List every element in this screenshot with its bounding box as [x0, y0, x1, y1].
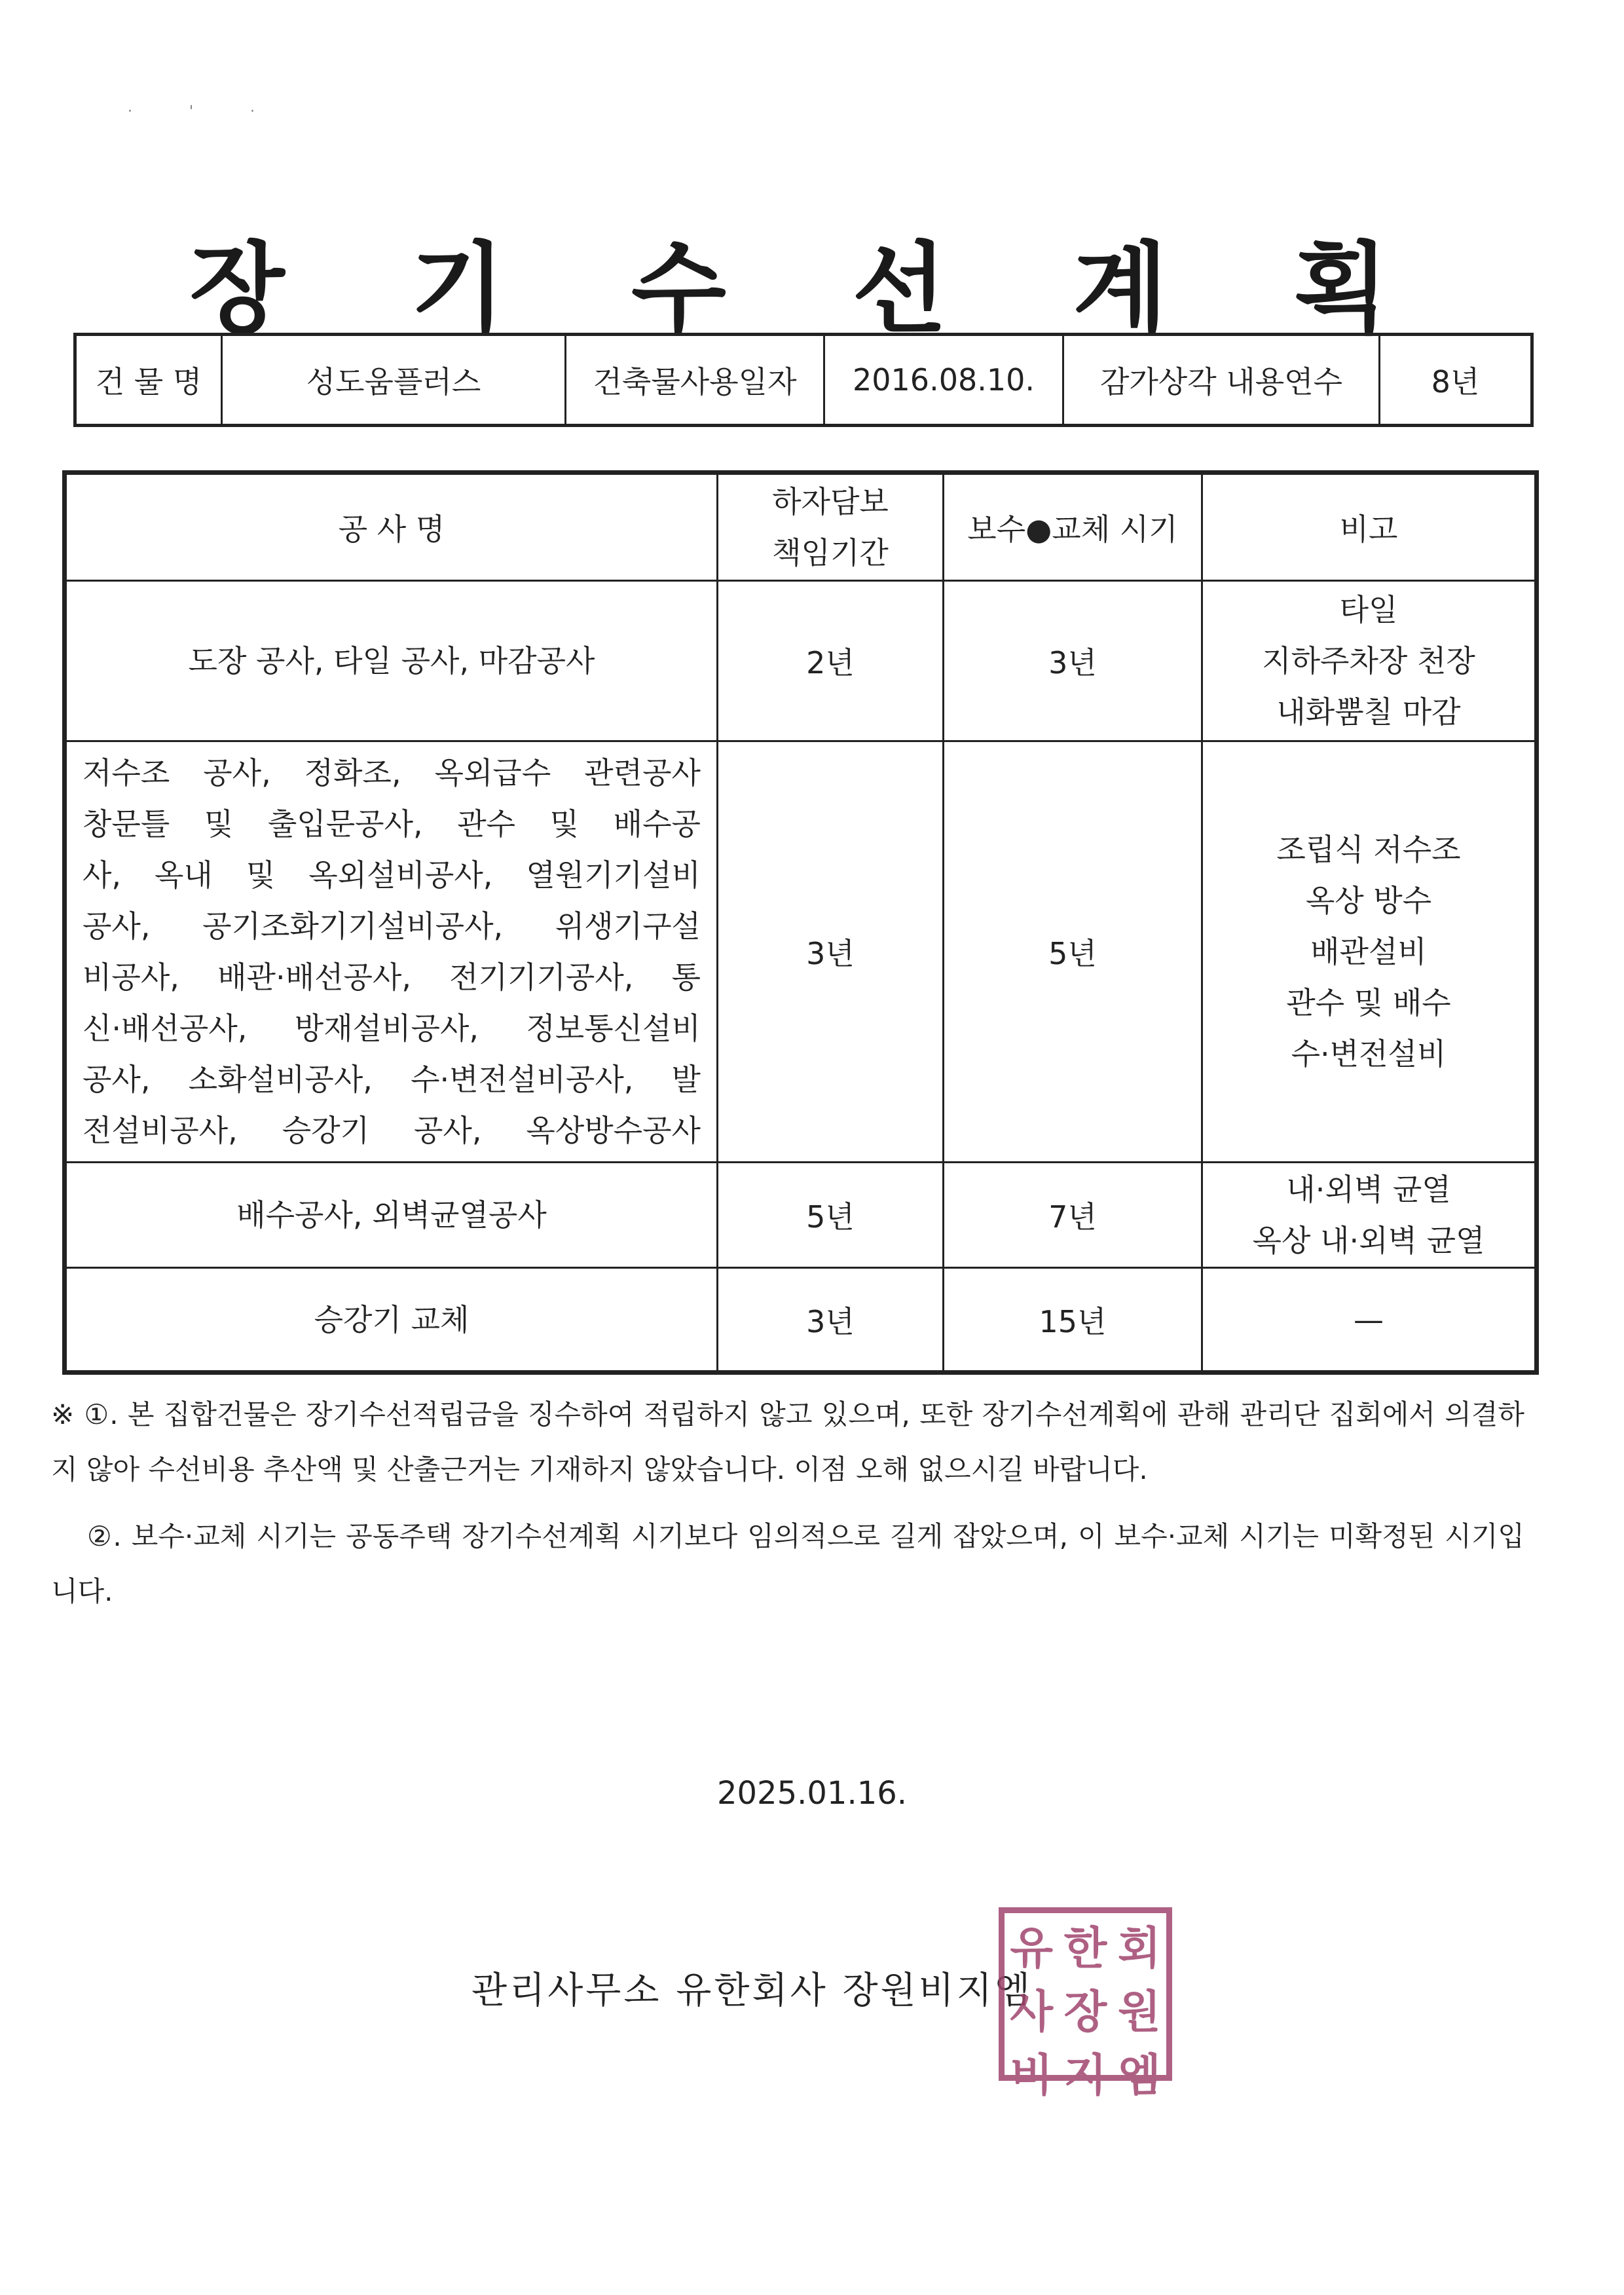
work-line: 공사, 공기조화기기설비공사, 위생기구설: [83, 908, 701, 944]
work-line: 창문틀 및 출입문공사, 관수 및 배수공: [83, 806, 701, 842]
row-3-cycle: 7년: [944, 1163, 1202, 1268]
remark-line: 관수 및 배수: [1286, 985, 1451, 1020]
signer-name: 관리사무소 유한회사 장원비지엠: [471, 1969, 1033, 2012]
company-seal-icon: 유 한 회 사 장 원 비 지 엠: [999, 1907, 1172, 2081]
notes-section: [51, 1387, 1524, 1619]
header-warranty-line-2: 책임기간: [772, 535, 889, 570]
note-2: ②. 보수·교체 시기는 공동주택 장기수선계획 시기보다 임의적으로 길게 잡았으며, 이 보수·교체 시기는 미확정된 시기입니다.: [51, 1520, 1524, 1607]
useful-life-value: 8년: [1380, 335, 1532, 426]
remark-line: 타일: [1339, 592, 1398, 627]
remark-line: 내·외벽 균열: [1286, 1172, 1451, 1207]
remark-line: 배관설비: [1310, 934, 1427, 969]
header-warranty-line-1: 하자담보: [772, 484, 889, 519]
work-line: 비공사, 배관·배선공사, 전기기기공사, 통: [83, 960, 701, 995]
remark-line: 옥상 방수: [1305, 883, 1432, 918]
building-info-table: [73, 333, 1534, 427]
scan-specks: · ' ·: [128, 103, 282, 120]
row-4-remark: [1202, 1268, 1537, 1373]
table-row: [65, 1163, 1537, 1268]
header-remark: 비고: [1202, 473, 1537, 581]
remark-line: 수·변전설비: [1291, 1036, 1447, 1072]
work-line: 공사, 소화설비공사, 수·변전설비공사, 발: [83, 1062, 701, 1097]
work-line: 배수공사, 외벽균열공사: [236, 1197, 547, 1233]
building-name-label: 건 물 명: [75, 335, 222, 426]
row-2-work: [65, 741, 718, 1163]
row-2-remark: [1202, 741, 1537, 1163]
issue-date: 2025.01.16.: [716, 1775, 908, 1812]
repair-plan-table: [62, 470, 1539, 1375]
useful-life-label: 감가상각 내용연수: [1063, 335, 1380, 426]
remark-line: —: [1354, 1301, 1384, 1337]
table-row: [65, 741, 1537, 1163]
work-line: 승강기 교체: [314, 1301, 470, 1337]
work-line: 저수조 공사, 정화조, 옥외급수 관련공사: [83, 755, 701, 791]
row-1-warranty: 2년: [718, 581, 944, 741]
row-1-cycle: 3년: [944, 581, 1202, 741]
header-work: 공 사 명: [65, 473, 718, 581]
row-4-cycle: 15년: [944, 1268, 1202, 1373]
row-2-cycle: 5년: [944, 741, 1202, 1163]
row-1-work: [65, 581, 718, 741]
use-date-value: 2016.08.10.: [824, 335, 1063, 426]
remark-line: 조립식 저수조: [1276, 832, 1461, 867]
row-4-work: [65, 1268, 718, 1373]
remark-line: 지하주차장 천장: [1262, 643, 1475, 679]
row-3-work: [65, 1163, 718, 1268]
work-line: 도장 공사, 타일 공사, 마감공사: [188, 643, 595, 679]
row-4-warranty: 3년: [718, 1268, 944, 1373]
row-3-remark: [1202, 1163, 1537, 1268]
remark-line: 옥상 내·외벽 균열: [1252, 1223, 1485, 1258]
header-cycle: 보수●교체 시기: [944, 473, 1202, 581]
document-title: 장 기 수 선 계 획: [189, 233, 1435, 346]
work-line: 신·배선공사, 방재설비공사, 정보통신설비: [83, 1011, 701, 1046]
note-1: ※ ①. 본 집합건물은 장기수선적립금을 징수하여 적립하지 않고 있으며, 또한 장기수선계획에 관해 관리단 집회에서 의결하지 않아 수선비용 추산액 및 산출근거는 기재하지 않았습니다. 이점 오해 없으시길 바랍니다.: [51, 1398, 1524, 1485]
row-2-warranty: 3년: [718, 741, 944, 1163]
table-row: [65, 581, 1537, 741]
remark-line: 내화뿜칠 마감: [1276, 694, 1461, 730]
row-1-remark: [1202, 581, 1537, 741]
work-line: 사, 옥내 및 옥외설비공사, 열원기기설비: [83, 857, 701, 893]
building-name-value: 성도움플러스: [222, 335, 566, 426]
header-warranty: [718, 473, 944, 581]
header-row: [65, 473, 1537, 581]
row-3-warranty: 5년: [718, 1163, 944, 1268]
table-row: [65, 1268, 1537, 1373]
use-date-label: 건축물사용일자: [566, 335, 824, 426]
work-line: 전설비공사, 승강기 공사, 옥상방수공사: [83, 1113, 701, 1148]
